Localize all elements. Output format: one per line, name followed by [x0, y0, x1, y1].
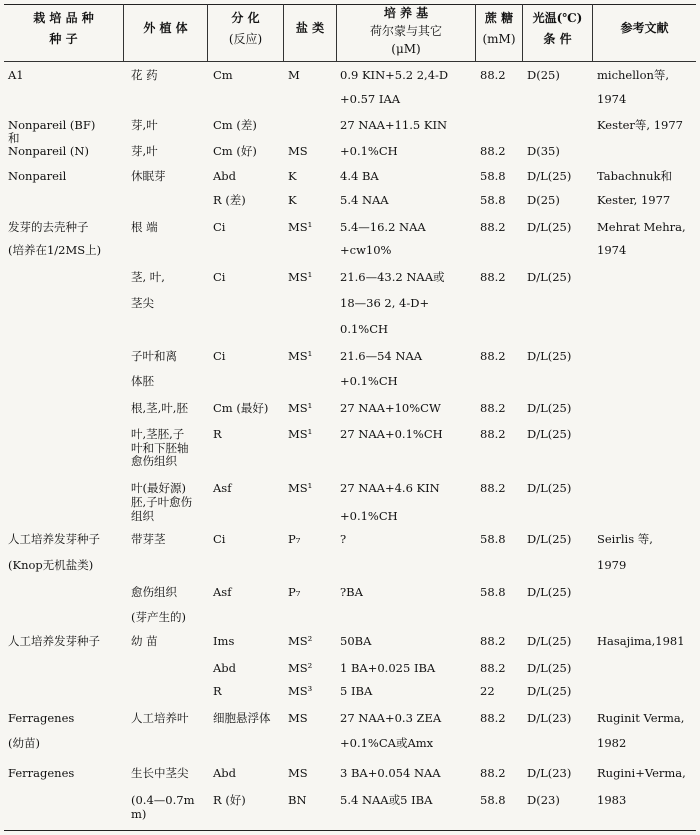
explant-cell: 叶(最好源) [131, 481, 186, 495]
salt-cell: K [288, 193, 297, 207]
explant-cell: 体胚 [131, 374, 154, 388]
medium-cell: 27 NAA+0.1%CH [340, 427, 443, 441]
header-cultivar: 栽 培 品 种 种 子 [33, 11, 94, 46]
medium-cell: +cw10% [340, 243, 392, 257]
sucrose-cell: 88.2 [480, 401, 506, 415]
differentiation-cell: R [213, 427, 222, 441]
explant-cell: 根 端 [131, 220, 158, 234]
header-differentiation: 分 化 (反应) [228, 11, 263, 46]
cultivar-cell: Ferragenes [8, 766, 75, 780]
sucrose-cell: 88.2 [480, 481, 506, 495]
light-temp-cell: D(25) [527, 193, 560, 207]
explant-cell: (0.4—0.7m [131, 793, 195, 807]
light-temp-cell: D(25) [527, 68, 560, 82]
light-temp-cell: D(23) [527, 793, 560, 807]
cultivar-cell: (培养在1/2MS上) [8, 243, 102, 257]
medium-cell: 5.4 NAA [340, 193, 389, 207]
salt-cell: P₇ [288, 585, 301, 599]
sucrose-cell: 88.2 [480, 427, 506, 441]
sucrose-cell: 88.2 [480, 766, 506, 780]
reference-cell: Kester等, 1977 [597, 118, 683, 132]
reference-cell: Mehrat Mehra, [597, 220, 686, 234]
cultivar-cell: Nonpareil (N) [8, 144, 89, 158]
sucrose-cell: 88.2 [480, 349, 506, 363]
explant-cell: 茎尖 [131, 296, 154, 310]
reference-cell: 1974 [597, 243, 627, 257]
light-temp-cell: D/L(25) [527, 169, 572, 183]
medium-cell: +0.1%CH [340, 509, 398, 523]
salt-cell: MS¹ [288, 481, 313, 495]
explant-cell: 幼 苗 [131, 634, 158, 648]
header-light-temp: 光温(℃) 条 件 [532, 11, 583, 46]
differentiation-cell: Abd [213, 766, 237, 780]
explant-cell: 休眠芽 [131, 169, 166, 183]
explant-cell: 子叶和离 [131, 349, 177, 363]
medium-cell: ?BA [340, 585, 363, 599]
explant-cell: 胚,子叶愈伤 [131, 495, 193, 509]
differentiation-cell: R (差) [213, 193, 246, 207]
differentiation-cell: 细胞悬浮体 [213, 711, 271, 725]
medium-cell: 4.4 BA [340, 169, 379, 183]
salt-cell: MS [288, 144, 308, 158]
reference-cell: Tabachnuk和 [597, 169, 672, 183]
reference-cell: michellon等, [597, 68, 670, 82]
sucrose-cell: 58.8 [480, 532, 506, 546]
sucrose-cell: 88.2 [480, 270, 506, 284]
cultivar-cell: 人工培养发芽种子 [8, 532, 100, 546]
reference-cell: Rugini+Verma, [597, 766, 686, 780]
salt-cell: MS¹ [288, 427, 313, 441]
differentiation-cell: Asf [213, 481, 232, 495]
salt-cell: MS¹ [288, 349, 313, 363]
medium-cell: 1 BA+0.025 IBA [340, 661, 436, 675]
medium-cell: 5.4 NAA或5 IBA [340, 793, 433, 807]
medium-cell: 27 NAA+11.5 KIN [340, 118, 448, 132]
explant-cell: 生长中茎尖 [131, 766, 189, 780]
header-sucrose: 蔗 糖 (mM) [482, 11, 516, 46]
reference-cell: 1974 [597, 92, 627, 106]
differentiation-cell: Ci [213, 270, 226, 284]
cultivar-cell: Nonpareil (BF) [8, 118, 96, 132]
reference-cell: Ruginit Verma, [597, 711, 685, 725]
sucrose-cell: 88.2 [480, 634, 506, 648]
differentiation-cell: Cm [213, 68, 233, 82]
header-references: 参考文献 [620, 21, 669, 35]
differentiation-cell: Cm (最好) [213, 401, 269, 415]
medium-cell: 21.6—54 NAA [340, 349, 423, 363]
differentiation-cell: Cm (好) [213, 144, 257, 158]
reference-cell: Hasajima,1981 [597, 634, 685, 648]
cultivar-cell: 发芽的去壳种子 [8, 220, 89, 234]
differentiation-cell: R [213, 684, 222, 698]
light-temp-cell: D/L(23) [527, 766, 572, 780]
light-temp-cell: D/L(25) [527, 684, 572, 698]
medium-cell: 27 NAA+4.6 KIN [340, 481, 440, 495]
medium-cell: 0.9 KIN+5.2 2,4-D [340, 68, 449, 82]
salt-cell: MS [288, 711, 308, 725]
salt-cell: M [288, 68, 300, 82]
explant-cell: 愈伤组织 [131, 585, 177, 599]
explant-cell: 花 药 [131, 68, 158, 82]
explant-cell: 根,茎,叶,胚 [131, 401, 188, 415]
cultivar-cell: 人工培养发芽种子 [8, 634, 100, 648]
explant-cell: 茎, 叶, [131, 270, 165, 284]
salt-cell: MS¹ [288, 401, 313, 415]
medium-cell: 18—36 2, 4-D+ [340, 296, 430, 310]
sucrose-cell: 88.2 [480, 220, 506, 234]
salt-cell: MS³ [288, 684, 313, 698]
differentiation-cell: Ci [213, 532, 226, 546]
header-salts: 盐 类 [295, 21, 325, 35]
sucrose-cell: 88.2 [480, 68, 506, 82]
salt-cell: P₇ [288, 532, 301, 546]
salt-cell: MS [288, 766, 308, 780]
differentiation-cell: Cm (差) [213, 118, 257, 132]
cultivar-cell: (Knop无机盐类) [8, 558, 94, 572]
light-temp-cell: D/L(25) [527, 634, 572, 648]
header-explant: 外 植 体 [143, 21, 188, 35]
reference-cell: Kester, 1977 [597, 193, 671, 207]
sucrose-cell: 88.2 [480, 144, 506, 158]
salt-cell: K [288, 169, 297, 183]
medium-cell: 5 IBA [340, 684, 373, 698]
explant-cell: 叶,茎胚,子 [131, 427, 185, 441]
salt-cell: BN [288, 793, 307, 807]
differentiation-cell: Ci [213, 220, 226, 234]
sucrose-cell: 58.8 [480, 585, 506, 599]
sucrose-cell: 58.8 [480, 193, 506, 207]
medium-cell: ? [340, 532, 347, 546]
light-temp-cell: D/L(25) [527, 349, 572, 363]
medium-cell: 50BA [340, 634, 372, 648]
medium-cell: 5.4—16.2 NAA [340, 220, 426, 234]
salt-cell: MS² [288, 634, 313, 648]
explant-cell: 带芽茎 [131, 532, 166, 546]
light-temp-cell: D/L(25) [527, 427, 572, 441]
differentiation-cell: Abd [213, 169, 237, 183]
sucrose-cell: 88.2 [480, 711, 506, 725]
medium-cell: 27 NAA+0.3 ZEA [340, 711, 442, 725]
medium-cell: +0.1%CH [340, 374, 398, 388]
salt-cell: MS² [288, 661, 313, 675]
sucrose-cell: 88.2 [480, 661, 506, 675]
cultivar-cell: Nonpareil [8, 169, 67, 183]
light-temp-cell: D/L(25) [527, 401, 572, 415]
light-temp-cell: D/L(25) [527, 270, 572, 284]
differentiation-cell: Abd [213, 661, 237, 675]
explant-cell: 人工培养叶 [131, 711, 189, 725]
explant-cell: (芽产生的) [131, 610, 186, 624]
explant-cell: 芽,叶 [131, 118, 158, 132]
explant-cell: m) [131, 807, 147, 821]
sucrose-cell: 58.8 [480, 793, 506, 807]
salt-cell: MS¹ [288, 270, 313, 284]
reference-cell: 1982 [597, 736, 627, 750]
cultivar-cell: A1 [8, 68, 24, 82]
light-temp-cell: D/L(25) [527, 532, 572, 546]
reference-cell: Seirlis 等, [597, 532, 653, 546]
light-temp-cell: D/L(25) [527, 220, 572, 234]
medium-cell: +0.1%CH [340, 144, 398, 158]
cultivar-cell: (幼苗) [8, 736, 40, 750]
differentiation-cell: R (好) [213, 793, 246, 807]
medium-cell: +0.57 IAA [340, 92, 401, 106]
light-temp-cell: D/L(25) [527, 661, 572, 675]
differentiation-cell: Ims [213, 634, 235, 648]
light-temp-cell: D(35) [527, 144, 560, 158]
light-temp-cell: D/L(25) [527, 585, 572, 599]
cultivar-cell: Ferragenes [8, 711, 75, 725]
sucrose-cell: 58.8 [480, 169, 506, 183]
header-medium: 培 养 基 荷尔蒙与其它 (μM) [369, 6, 442, 56]
medium-cell: +0.1%CA或Amx [340, 736, 434, 750]
header-bottom-rule [4, 61, 696, 62]
light-temp-cell: D/L(23) [527, 711, 572, 725]
medium-cell: 0.1%CH [340, 322, 389, 336]
medium-cell: 27 NAA+10%CW [340, 401, 441, 415]
differentiation-cell: Ci [213, 349, 226, 363]
reference-cell: 1983 [597, 793, 627, 807]
light-temp-cell: D/L(25) [527, 481, 572, 495]
explant-cell: 愈伤组织 [131, 454, 177, 468]
cultivar-cell: 和 [8, 131, 20, 145]
sucrose-cell: 22 [480, 684, 495, 698]
explant-cell: 叶和下胚轴 [131, 441, 189, 455]
explant-cell: 芽,叶 [131, 144, 158, 158]
reference-cell: 1979 [597, 558, 627, 572]
medium-cell: 21.6—43.2 NAA或 [340, 270, 445, 284]
table-bottom-rule [4, 830, 696, 831]
medium-cell: 3 BA+0.054 NAA [340, 766, 441, 780]
explant-cell: 组织 [131, 509, 154, 523]
differentiation-cell: Asf [213, 585, 232, 599]
salt-cell: MS¹ [288, 220, 313, 234]
